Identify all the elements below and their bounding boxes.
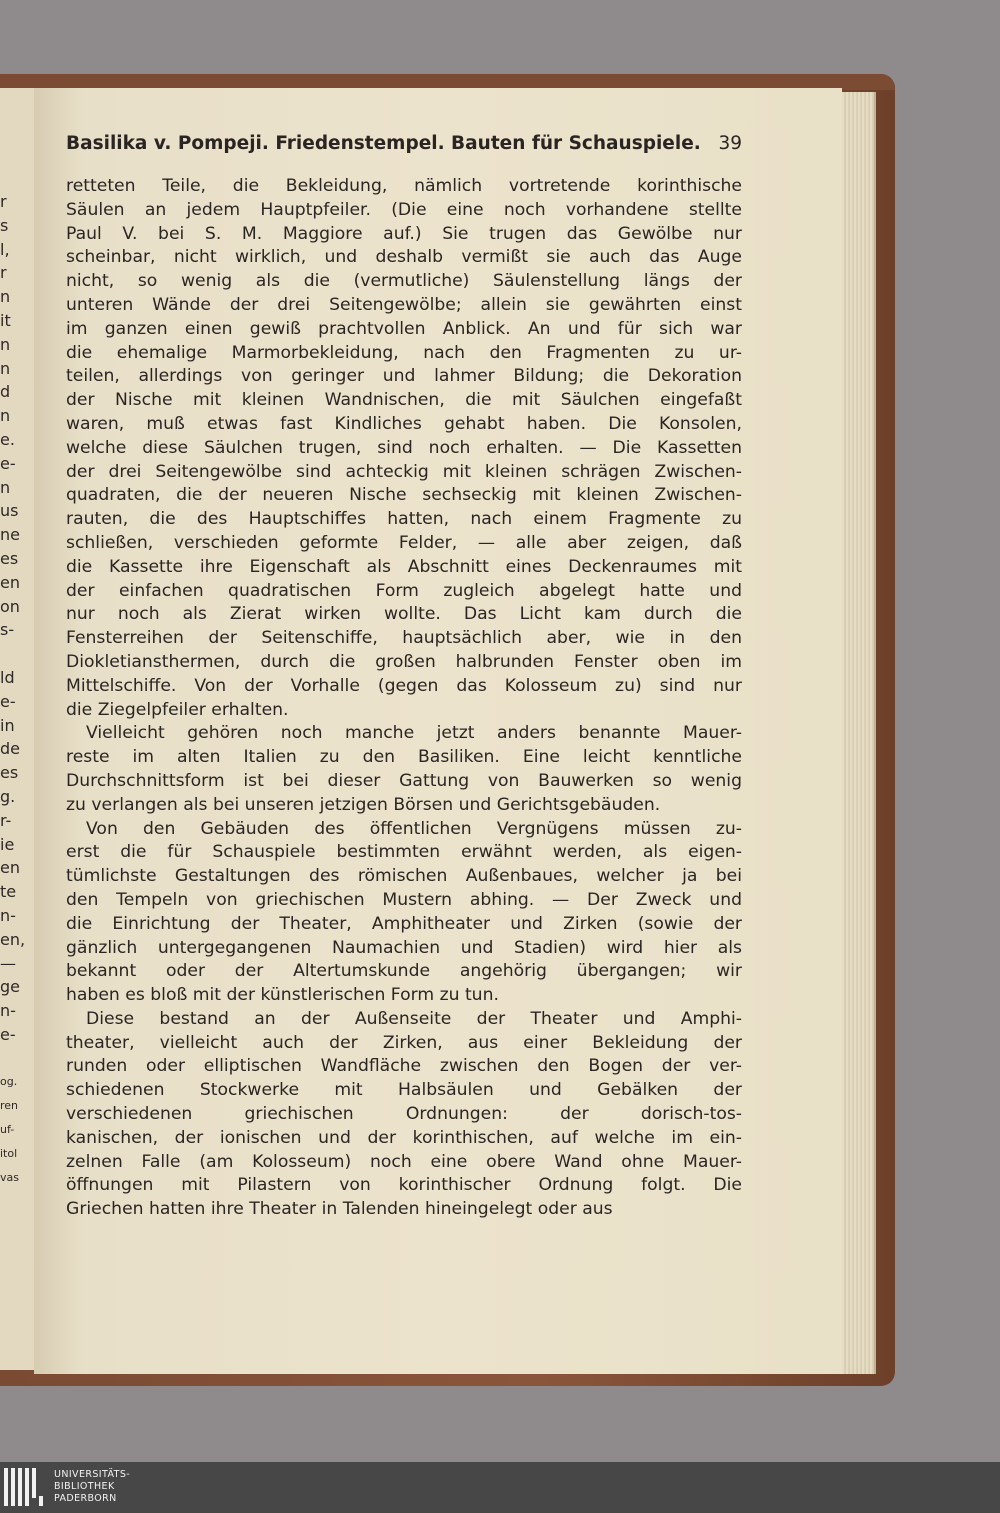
facing-page-fragment: uf-	[0, 1123, 15, 1137]
library-logo-icon	[4, 1468, 46, 1508]
text-line: bekannt oder der Altertumskunde angehörig übergangen; wir	[66, 961, 742, 982]
text-line: zelnen Falle (am Kolosseum) noch eine obere Wand ohne Mauer-	[66, 1151, 742, 1172]
text-line: die ehemalige Marmorbekleidung, nach den Fragmenten zu ur-	[66, 342, 742, 363]
text-line: teilen, allerdings von geringer und lahmer Bildung; die Dekoration	[66, 366, 742, 387]
facing-page-fragment: n	[0, 477, 11, 497]
text-line: tümlichste Gestaltungen des römischen Außenbaues, welcher ja bei	[66, 866, 742, 887]
page-number: 39	[718, 133, 742, 154]
facing-page-fragment: s-	[0, 620, 15, 640]
facing-page-fragment	[0, 642, 30, 666]
facing-page-fragment: ren	[0, 1099, 19, 1113]
text-line: Diokletiansthermen, durch die großen halbrunden Fenster oben im	[66, 651, 742, 672]
facing-page-fragment: e.	[0, 429, 15, 449]
facing-page-fragment: r	[0, 263, 7, 283]
text-line: runden oder elliptischen Wandfläche zwischen den Bogen der ver-	[66, 1056, 742, 1077]
text-line: gänzlich untergegangenen Naumachien und Stadien) wird hier als	[66, 937, 742, 958]
text-line: der drei Seitengewölbe sind achteckig mit kleinen schrägen Zwischen-	[66, 461, 742, 482]
text-line: zu verlangen als bei unseren jetzigen Börsen und Gerichtsgebäuden.	[66, 794, 661, 815]
facing-page-fragment: e-	[0, 453, 16, 473]
text-line: unteren Wände der drei Seitengewölbe; allein sie gewährten einst	[66, 294, 742, 315]
facing-page-fragment: en,	[0, 929, 26, 949]
library-logo-text	[54, 1469, 130, 1505]
library-logo-line: PADERBORN	[54, 1493, 117, 1504]
facing-page-fragment: n-	[0, 1001, 16, 1021]
text-line: verschiedenen griechischen Ordnungen: der dorisch-tos-	[66, 1104, 742, 1125]
text-line: kanischen, der ionischen und der korinthischen, auf welche im ein-	[66, 1127, 742, 1148]
text-line: Mittelschiffe. Von der Vorhalle (gegen das Kolosseum zu) sind nur	[66, 675, 742, 696]
facing-page-fragment: in	[0, 715, 15, 735]
text-line: reste im alten Italien zu den Basiliken. Eine leicht kenntliche	[66, 747, 742, 768]
facing-page-fragment	[0, 1047, 30, 1071]
facing-page-fragment: itol	[0, 1146, 18, 1160]
running-header-title: Basilika v. Pompeji. Friedenstempel. Bauten für Schauspiele.	[66, 133, 701, 154]
facing-page-fragment: og.	[0, 1075, 18, 1089]
text-line: die Einrichtung der Theater, Amphitheater und Zirken (sowie der	[66, 913, 742, 934]
facing-page-fragment: es	[0, 548, 19, 568]
library-logo-line: UNIVERSITÄTS-	[54, 1469, 131, 1480]
facing-page-fragment: en	[0, 572, 20, 592]
facing-page-fragment: ge	[0, 977, 20, 997]
facing-page-fragment: e-	[0, 691, 16, 711]
page-stack-edges	[838, 92, 876, 1374]
text-line: haben es bloß mit der künstlerischen Form zu tun.	[66, 985, 499, 1006]
text-line: den Tempeln von griechischen Mustern abhing. — Der Zweck und	[66, 889, 742, 910]
facing-page-fragment: ne	[0, 525, 20, 545]
text-line: schließen, verschieden geformte Felder, — alle aber zeigen, daß	[66, 532, 742, 553]
running-header	[66, 128, 742, 164]
text-line: waren, muß etwas fast Kindliches gehabt haben. Die Konsolen,	[66, 413, 742, 434]
facing-page-fragment: r-	[0, 810, 12, 830]
facing-page-fragment: n	[0, 287, 11, 307]
facing-page-fragment: on	[0, 596, 20, 616]
facing-page-fragment: vas	[0, 1170, 19, 1184]
text-line: scheinbar, nicht wirklich, und deshalb vermißt sie auch das Auge	[66, 247, 742, 268]
text-line: Von den Gebäuden des öffentlichen Vergnügens müssen zu-	[86, 818, 742, 839]
text-line: quadraten, die der neueren Nische sechseckig mit kleinen Zwischen-	[66, 485, 742, 506]
facing-page-fragment: —	[0, 953, 16, 973]
facing-page-fragment: r	[0, 192, 7, 211]
text-line: retteten Teile, die Bekleidung, nämlich vortretende korinthische	[66, 176, 742, 196]
text-line: Durchschnittsform ist bei dieser Gattung von Bauwerken so wenig	[66, 770, 742, 791]
facing-page-fragment: e-	[0, 1024, 16, 1044]
text-line: rauten, die des Hauptschiffes hatten, nach einem Fragmente zu	[66, 509, 742, 530]
facing-page-fragment: n	[0, 406, 11, 426]
facing-page-fragment: d	[0, 382, 11, 402]
text-line: Paul V. bei S. M. Maggiore auf.) Sie trugen das Gewölbe nur	[66, 223, 742, 244]
facing-page-fragment: ie	[0, 834, 15, 854]
library-footer-bar	[0, 1462, 1000, 1513]
facing-page-fragment: es	[0, 763, 19, 783]
library-logo-line: BIBLIOTHEK	[54, 1481, 115, 1492]
text-line: Diese bestand an der Außenseite der Theater und Amphi-	[86, 1008, 742, 1029]
text-line: erst die für Schauspiele bestimmten erwähnt werden, als eigen-	[66, 842, 742, 863]
page-body-text	[66, 175, 742, 1222]
facing-page-fragment: it	[0, 310, 11, 330]
text-line: schiedenen Stockwerke mit Halbsäulen und Gebälken der	[66, 1080, 742, 1101]
text-line: Vielleicht gehören noch manche jetzt anders benannte Mauer-	[86, 723, 742, 744]
text-line: nur noch als Zierat wirken wollte. Das Licht kam durch die	[66, 604, 742, 625]
facing-page-fragment: n	[0, 334, 11, 354]
facing-page-fragment: ld	[0, 667, 15, 687]
text-line: die Ziegelpfeiler erhalten.	[66, 699, 289, 720]
text-line: Fensterreihen der Seitenschiffe, hauptsächlich aber, wie in den	[66, 628, 742, 649]
text-line: theater, vielleicht auch der Zirken, aus einer Bekleidung der	[66, 1032, 742, 1053]
text-line: im ganzen einen gewiß prachtvollen Anblick. An und für sich war	[66, 318, 742, 339]
text-line: Griechen hatten ihre Theater in Talenden hineingelegt oder aus	[66, 1199, 613, 1220]
text-line: Säulen an jedem Hauptpfeiler. (Die eine noch vorhandene stellte	[66, 199, 742, 220]
facing-page-fragment: de	[0, 739, 20, 759]
text-line: der Nische mit kleinen Wandnischen, die mit Säulchen eingefaßt	[66, 390, 742, 411]
facing-page-fragment: g.	[0, 786, 16, 806]
text-line: der einfachen quadratischen Form zugleich abgelegt hatte und	[66, 580, 742, 601]
facing-page-text-fragments	[0, 190, 30, 1189]
text-line: nicht, so wenig als die (vermutliche) Säulenstellung längs der	[66, 271, 742, 292]
facing-page-fragment: s	[0, 215, 9, 235]
facing-page-fragment: us	[0, 501, 19, 521]
text-line: welche diese Säulchen trugen, sind noch erhalten. — Die Kassetten	[66, 437, 742, 458]
facing-page-fragment: te	[0, 882, 17, 902]
facing-page-fragment: l,	[0, 239, 10, 259]
facing-page-fragment: n-	[0, 905, 16, 925]
text-line: öffnungen mit Pilastern von korinthischer Ordnung folgt. Die	[66, 1175, 742, 1196]
facing-page-fragment: n	[0, 358, 11, 378]
text-line: die Kassette ihre Eigenschaft als Abschnitt eines Deckenraumes mit	[66, 556, 742, 577]
facing-page-fragment: en	[0, 858, 20, 878]
